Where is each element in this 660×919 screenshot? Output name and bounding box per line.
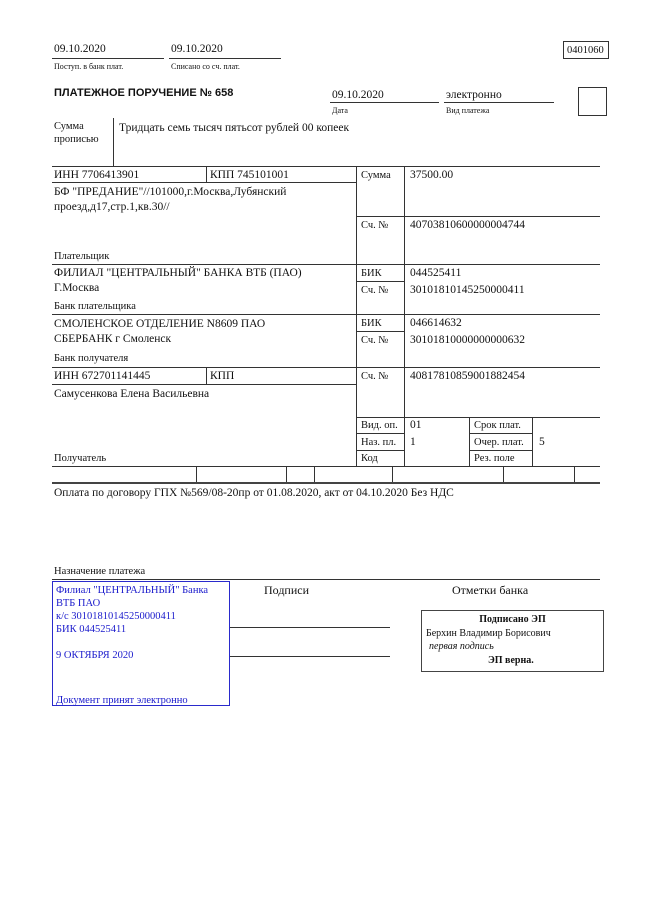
payee-inn: ИНН 672701141445 bbox=[54, 370, 151, 382]
payer-bank-account-label: Сч. № bbox=[361, 285, 389, 296]
bank-stamp bbox=[52, 581, 230, 706]
bank-marks-label: Отметки банка bbox=[452, 583, 529, 597]
label-column-divider bbox=[404, 166, 405, 466]
amount-words-label-1: Сумма bbox=[54, 121, 84, 132]
op-type-bottom bbox=[356, 433, 404, 434]
payee-name: Самусенкова Елена Васильевна bbox=[54, 388, 210, 400]
main-vertical-divider bbox=[356, 166, 357, 466]
signature-verification-box bbox=[421, 610, 604, 672]
priority-label: Очер. плат. bbox=[474, 437, 524, 448]
form-code: 0401060 bbox=[567, 45, 604, 56]
signature-type: первая подпись bbox=[429, 641, 494, 652]
signature-verified: ЭП верна. bbox=[488, 655, 534, 666]
received-date: 09.10.2020 bbox=[54, 43, 106, 55]
tax-cell-divider-4 bbox=[392, 466, 393, 482]
codes-mid-divider bbox=[469, 417, 470, 466]
payer-bank-bottom bbox=[52, 314, 600, 315]
purpose-code-label: Наз. пл. bbox=[361, 437, 397, 448]
payee-label: Получатель bbox=[54, 453, 107, 464]
payee-bik-label: БИК bbox=[361, 318, 382, 329]
payee-bank-label: Банк получателя bbox=[54, 353, 129, 364]
payer-inn: ИНН 7706413901 bbox=[54, 169, 140, 181]
op-type-value: 01 bbox=[410, 419, 422, 431]
payer-bank-label: Банк плательщика bbox=[54, 301, 136, 312]
tax-row-top bbox=[52, 466, 600, 467]
payee-account-label: Сч. № bbox=[361, 371, 389, 382]
amount-words-value: Тридцать семь тысяч пятьсот рублей 00 копеек bbox=[119, 122, 350, 134]
payee-account-value: 40817810859001882454 bbox=[410, 370, 525, 382]
payee-inn-bottom bbox=[52, 384, 356, 385]
debited-date-label: Списано со сч. плат. bbox=[171, 62, 240, 71]
stamp-footer: Документ принят электронно bbox=[56, 695, 188, 706]
payment-purpose-text: Оплата по договору ГПХ №569/08-20пр от 01.08.2020, акт от 04.10.2020 Без НДС bbox=[54, 487, 454, 499]
payee-bank-account-value: 30101810000000000632 bbox=[410, 334, 525, 346]
payer-bank-account-value: 30101810145250000411 bbox=[410, 284, 525, 296]
term-bottom bbox=[469, 433, 532, 434]
payer-account-value: 40703810600000004744 bbox=[410, 219, 525, 231]
tax-row-bottom bbox=[52, 482, 600, 484]
stamp-line-3: к/с 30101810145250000411 bbox=[56, 611, 176, 622]
payee-kpp: КПП bbox=[210, 370, 235, 382]
payer-label: Плательщик bbox=[54, 251, 110, 262]
payment-type-label: Вид платежа bbox=[446, 106, 490, 115]
purpose-bottom-line bbox=[52, 579, 600, 580]
payee-bank-name-1: СМОЛЕНСКОЕ ОТДЕЛЕНИЕ N8609 ПАО bbox=[54, 318, 266, 330]
op-type-label: Вид. оп. bbox=[361, 420, 398, 431]
payer-bank-name-1: ФИЛИАЛ "ЦЕНТРАЛЬНЫЙ" БАНКА ВТБ (ПАО) bbox=[54, 267, 302, 279]
payee-bik-bottom bbox=[356, 331, 404, 332]
document-title: ПЛАТЕЖНОЕ ПОРУЧЕНИЕ № 658 bbox=[54, 87, 234, 99]
stamp-line-4: БИК 044525411 bbox=[56, 624, 127, 635]
sum-value: 37500.00 bbox=[410, 169, 454, 181]
signed-title: Подписано ЭП bbox=[479, 614, 546, 625]
payee-account-bottom bbox=[356, 417, 600, 418]
sum-label: Сумма bbox=[361, 170, 391, 181]
payee-bank-account-label: Сч. № bbox=[361, 335, 389, 346]
signature-line-1 bbox=[230, 627, 390, 628]
payer-inn-kpp-divider bbox=[206, 166, 207, 182]
debited-date: 09.10.2020 bbox=[171, 43, 223, 55]
purpose-code-value: 1 bbox=[410, 436, 416, 448]
sum-bottom bbox=[356, 216, 600, 217]
payer-bik-bottom bbox=[356, 281, 404, 282]
payer-kpp: КПП 745101001 bbox=[210, 169, 289, 181]
payer-name-2: проезд,д17,стр.1,кв.30// bbox=[54, 201, 170, 213]
payer-bottom bbox=[52, 264, 600, 265]
stamp-line-1: Филиал "ЦЕНТРАЛЬНЫЙ" Банка bbox=[56, 585, 209, 596]
tax-cell-divider-3 bbox=[314, 466, 315, 482]
payee-inn-kpp-divider bbox=[206, 367, 207, 384]
tax-cell-divider-1 bbox=[196, 466, 197, 482]
stamp-date: 9 ОКТЯБРЯ 2020 bbox=[56, 650, 134, 661]
payer-status-box bbox=[578, 87, 607, 116]
signatures-label: Подписи bbox=[264, 583, 310, 597]
purpose-code-bottom bbox=[356, 450, 404, 451]
priority-value: 5 bbox=[539, 436, 545, 448]
payment-purpose-label: Назначение платежа bbox=[54, 566, 146, 577]
payer-inn-bottom bbox=[52, 182, 356, 183]
document-date: 09.10.2020 bbox=[332, 89, 384, 101]
tax-cell-divider-2 bbox=[286, 466, 287, 482]
reserve-label: Рез. поле bbox=[474, 453, 515, 464]
amount-words-label-2: прописью bbox=[54, 134, 99, 145]
code-label: Код bbox=[361, 453, 378, 464]
payee-bik-value: 046614632 bbox=[410, 317, 462, 329]
signer-name: Берхин Владимир Борисович bbox=[426, 628, 551, 639]
document-date-line bbox=[330, 102, 439, 103]
payer-bank-name-2: Г.Москва bbox=[54, 282, 100, 294]
priority-bottom bbox=[469, 450, 532, 451]
tax-cell-divider-5 bbox=[503, 466, 504, 482]
debited-date-line bbox=[169, 58, 281, 59]
tax-cell-divider-6 bbox=[574, 466, 575, 482]
term-label: Срок плат. bbox=[474, 420, 521, 431]
form-code-box bbox=[563, 41, 609, 59]
stamp-line-2: ВТБ ПАО bbox=[56, 598, 101, 609]
table-top-border bbox=[52, 166, 600, 167]
payer-name-1: БФ "ПРЕДАНИЕ"//101000,г.Москва,Лубянский bbox=[54, 186, 287, 198]
payment-type-line bbox=[444, 102, 554, 103]
payee-bank-bottom bbox=[52, 367, 600, 368]
payee-bank-name-2: СБЕРБАНК г Смоленск bbox=[54, 333, 172, 345]
payer-account-label: Сч. № bbox=[361, 220, 389, 231]
payer-bik-value: 044525411 bbox=[410, 267, 462, 279]
amount-words-divider bbox=[113, 118, 114, 166]
signature-line-2 bbox=[230, 656, 390, 657]
received-date-label: Поступ. в банк плат. bbox=[54, 62, 124, 71]
received-date-line bbox=[52, 58, 164, 59]
document-date-label: Дата bbox=[332, 106, 348, 115]
payer-bik-label: БИК bbox=[361, 268, 382, 279]
payment-type: электронно bbox=[446, 89, 502, 101]
codes-right-divider bbox=[532, 417, 533, 466]
